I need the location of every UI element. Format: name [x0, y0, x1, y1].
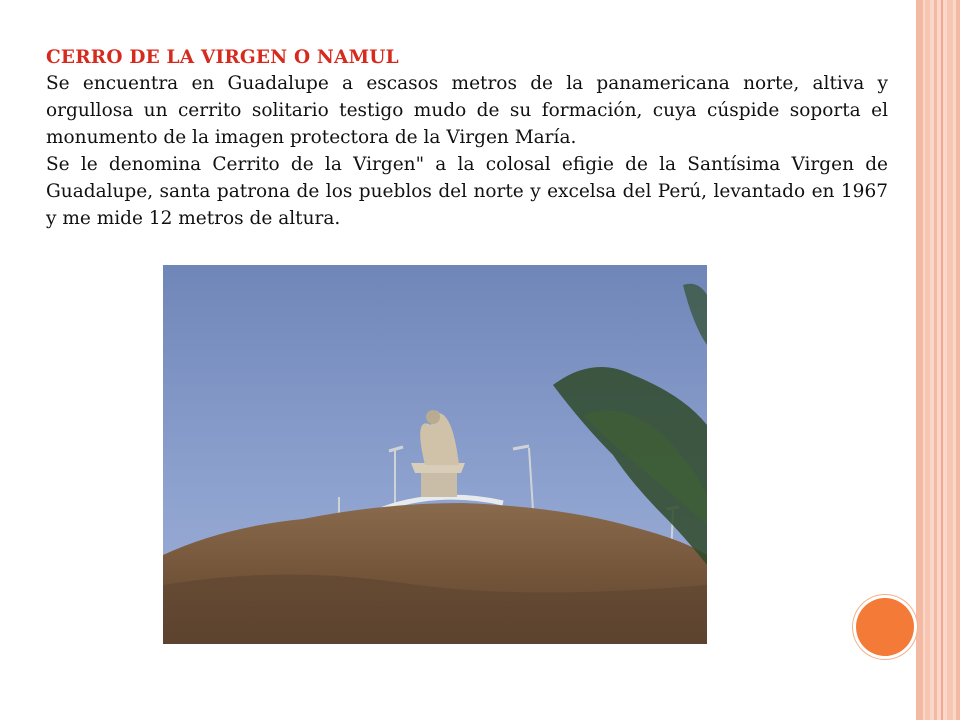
virgin-statue-photo	[163, 265, 707, 644]
decorative-stripes	[916, 0, 960, 720]
stripe	[941, 0, 943, 720]
paragraph-2: Se le denomina Cerrito de la Virgen" a la colosal efigie de la Santísima Virgen de Guadalupe, santa patrona de los pueblos del norte y excelsa del Perú, levantado en 1967 y me mide 12 metros de altura.	[46, 154, 888, 229]
text-block	[46, 46, 888, 232]
paragraph-1: Se encuentra en Guadalupe a escasos metros de la panamericana norte, altiva y orgullosa un cerrito solitario testigo mudo de su formación, cuya cúspide soporta el monumento de la imagen protectora de la Virgen María.	[46, 73, 888, 148]
stripe	[956, 0, 960, 720]
decorative-circle	[856, 598, 914, 656]
stripe	[925, 0, 930, 720]
stripe	[916, 0, 923, 720]
stripe	[934, 0, 937, 720]
slide-title: CERRO DE LA VIRGEN O NAMUL	[46, 47, 399, 68]
stripe	[947, 0, 953, 720]
